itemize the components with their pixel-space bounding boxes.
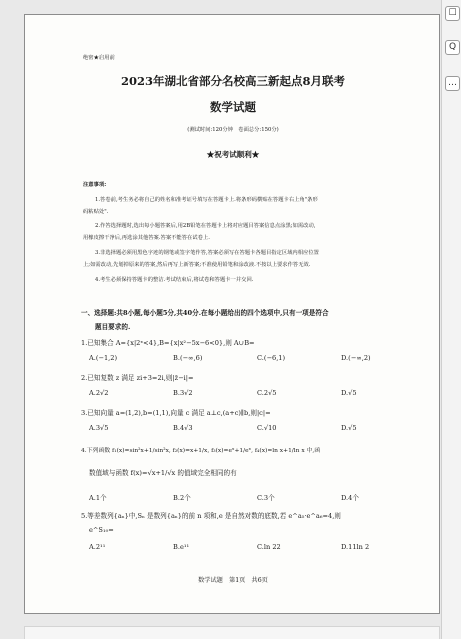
question-3: 3.已知向量 a=(1,2),b=(1,1),向量 c 满足 a⊥c,(a+c)∥b,则|c|= [81,409,271,417]
notice-line: 1.答卷前,考生务必将自己的姓名和准考证号填写在答题卡上.将条形码横贴在答题卡右上角"条形 [95,197,318,203]
option-b: B.2个 [173,494,191,502]
option-b: B.e¹¹ [173,543,190,551]
option-c: C.3个 [257,494,275,502]
option-c: C.2√5 [257,389,277,397]
option-d: D.4个 [341,494,359,502]
notice-line: 上;如需改动,先划掉原来的答案,然后再写上新答案;不准使用铅笔和涂改液.不按以上要求作答无效. [83,262,311,268]
question-2: 2.已知复数 z 满足 zi+3=2i,则|z̄−i|= [81,374,194,382]
edit-icon[interactable]: ☐ [445,6,460,21]
option-c: C.√10 [257,424,277,432]
option-c: C.(−6,1) [257,354,286,362]
option-a: A.2√2 [89,389,109,397]
notice-line: 3.非选择题必须用黑色字迹的钢笔或签字笔作答,答案必须写在答题卡各题目指定区域内相应位置 [95,250,319,256]
option-a: A.2¹¹ [89,543,106,551]
option-d: D.√5 [341,424,357,432]
question-4: 4.下列函数 f₁(x)=sin²x+1/sin²x, f₂(x)=x+1/x, f₃(x)=eˣ+1/eˣ, f₄(x)=ln x+1/ln x 中,函 [81,448,321,454]
search-icon[interactable]: Q [445,40,460,55]
section-heading: 一、选择题:共8小题,每小题5分,共40分.在每小题给出的四个选项中,只有一项是符合 [81,309,329,317]
question-4-cont: 数值域与函数 f(x)=√x+1/√x 的值域完全相同的有 [89,469,237,477]
exam-paper [24,14,440,614]
notice-line: 4.考生必须保持答题卡的整洁.考试结束后,将试卷和答题卡一并交回. [95,277,254,283]
option-a: A.3√5 [89,424,109,432]
option-b: B.4√3 [173,424,193,432]
section-heading-cont: 题目要求的. [95,323,131,331]
secret-label: 绝密★启用前 [83,55,115,61]
right-toolbar [441,0,461,639]
option-c: C.ln 22 [257,543,281,551]
option-d: D.(−∞,2) [341,354,371,362]
option-d: D.11ln 2 [341,543,370,551]
notice-heading: 注意事项: [83,182,107,188]
page-footer: 数学试题 第1页 共6页 [198,577,268,584]
notice-line: 码粘贴处". [83,209,109,215]
notice-line: 用橡皮擦干净后,再选涂其他答案.答案不能答在试卷上. [83,235,210,241]
wish-text: ★祝考试顺利★ [206,150,260,159]
option-d: D.√5 [341,389,357,397]
exam-info: (测试时间:120分钟 卷面总分:150分) [187,127,279,133]
question-5-cont: e^S₁₀= [89,526,114,534]
option-a: A.1个 [89,494,107,502]
option-b: B.3√2 [173,389,193,397]
exam-title: 2023年湖北省部分名校高三新起点8月联考 [120,74,345,88]
subject-title: 数学试题 [210,100,256,114]
option-a: A.(−1,2) [89,354,118,362]
question-1: 1.已知集合 A={x|2ˣ<4},B={x|x²−5x−6<0},则 A∪B= [81,339,255,347]
question-5: 5.等差数列{aₙ}中,Sₙ 是数列{aₙ}的前 n 项和,e 是自然对数的底数,若 e^a₅·e^a₆=4,则 [81,512,341,520]
next-page-edge [24,626,440,639]
more-icon[interactable]: … [445,76,460,91]
option-b: B.(−∞,6) [173,354,203,362]
notice-line: 2.作答选择题时,选出每小题答案后,用2B铅笔在答题卡上将对应题目答案信息点涂黑;如需改动, [95,223,316,229]
